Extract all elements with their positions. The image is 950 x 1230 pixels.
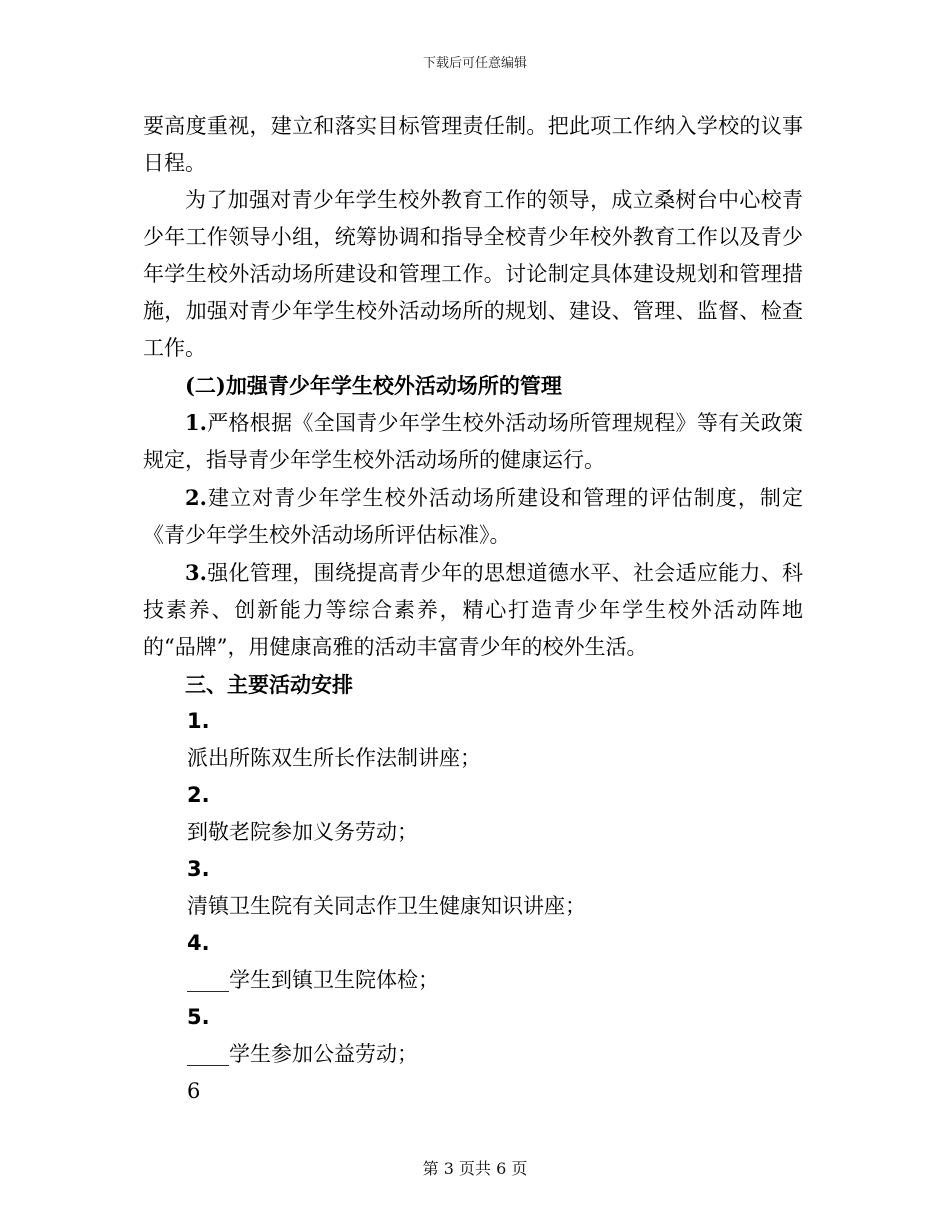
activity-number: 2. [187,783,210,807]
document-body [143,108,803,1110]
numbered-paragraph [143,554,803,666]
activity-text: ____学生到镇卫生院体检； [187,968,439,992]
paragraph: 为了加强对青少年学生校外教育工作的领导，成立桑树台中心校青少年工作领导小组，统筹协调和指导全校青少年校外教育工作以及青少年学生校外活动场所建设和管理工作。讨论制定具体建设规划和管理措施，加强对青少年学生校外活动场所的规划、建设、管理、监督、检查工作。 [143,188,803,360]
activity-number: 3. [187,857,210,881]
activity-number: 4. [187,931,210,955]
item-number: 2. [185,485,207,510]
section-heading: 三、主要活动安排 [185,672,353,697]
item-text: 强化管理，围绕提高青少年的思想道德水平、社会适应能力、科技素养、创新能力等综合素养，精心打造青少年学生校外活动阵地的“品牌”，用健康高雅的活动丰富青少年的校外生活。 [143,561,803,659]
page-footer: 第 3 页共 6 页 [422,1159,528,1178]
item-text: 建立对青少年学生校外活动场所建设和管理的评估制度，制定《青少年学生校外活动场所评估标准》。 [143,486,803,547]
activity-number: 1. [187,709,210,733]
paragraph: 要高度重视，建立和落实目标管理责任制。把此项工作纳入学校的议事日程。 [143,114,803,175]
item-text: 严格根据《全国青少年学生校外活动场所管理规程》等有关政策规定，指导青少年学生校外活动场所的健康运行。 [143,411,803,472]
activity-number: 5. [187,1005,210,1029]
page-header: 下载后可任意编辑 [422,56,527,71]
activity-number: 6 [187,1079,201,1103]
item-number: 1. [185,410,207,435]
numbered-paragraph [143,404,803,479]
item-number: 3. [185,560,207,585]
activity-text: 清镇卫生院有关同志作卫生健康知识讲座； [187,894,586,918]
activity-text: 到敬老院参加义务劳动； [187,820,418,844]
section-heading: (二)加强青少年学生校外活动场所的管理 [185,373,562,398]
numbered-paragraph [143,479,803,554]
activity-text: 派出所陈双生所长作法制讲座； [187,746,481,770]
activity-text: ____学生参加公益劳动； [187,1042,418,1066]
